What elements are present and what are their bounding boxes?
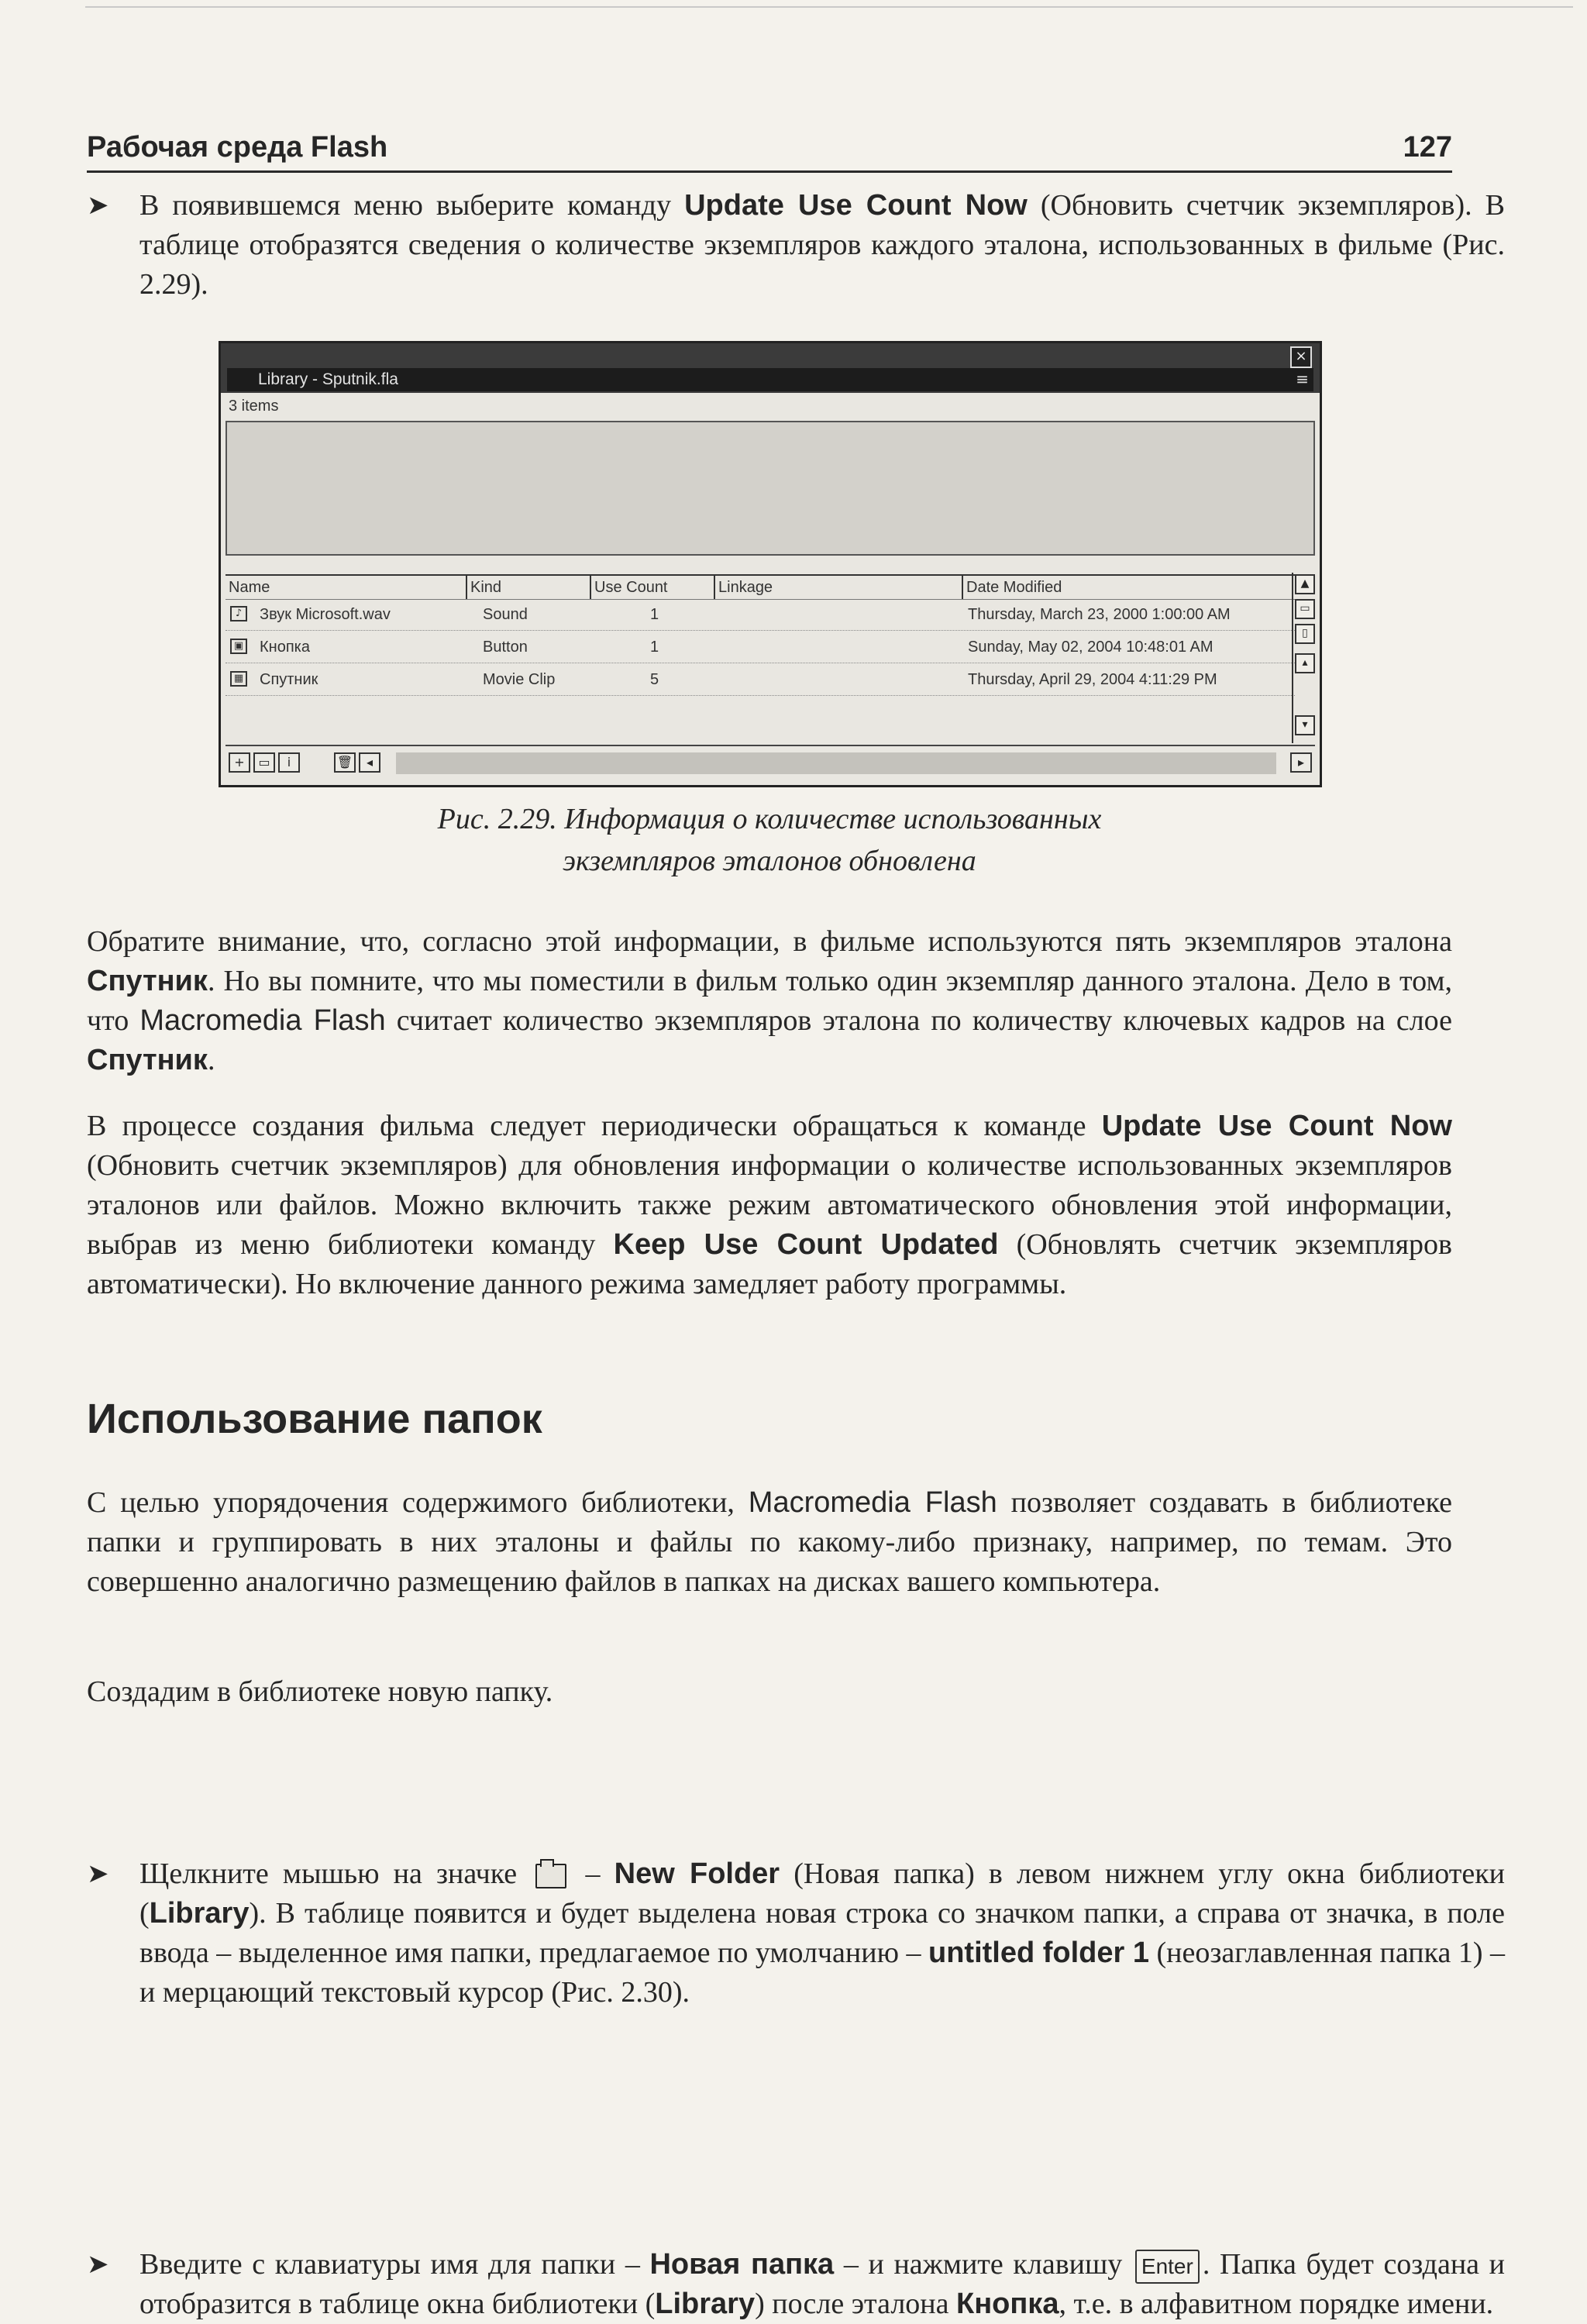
page-number: 127 xyxy=(1403,131,1452,164)
row-use-count: 5 xyxy=(650,671,659,688)
row-name: Кнопка xyxy=(260,639,310,656)
panel-tab-label: Library - Sputnik.fla xyxy=(258,370,398,388)
row-use-count: 1 xyxy=(650,639,659,656)
intro-bullet: ➤ В появившемся меню выберите команду Update Use Count Now (Обновить счетчик экземпляров). В таблице отобразятся сведения о количестве экземпляров каждого эталона, использованных в фильме (Рис. 2.29). xyxy=(87,186,1505,305)
horizontal-scrollbar[interactable] xyxy=(396,752,1276,774)
preview-area xyxy=(225,421,1315,556)
row-name: Спутник xyxy=(260,671,318,688)
caption-line-2: экземпляров эталонов обновлена xyxy=(563,845,976,877)
page-header xyxy=(87,124,1452,173)
narrow-view-icon[interactable]: ▭ xyxy=(1295,599,1315,619)
paragraph-4: Создадим в библиотеке новую папку. xyxy=(87,1675,553,1708)
col-date-modified[interactable]: Date Modified xyxy=(962,576,1279,599)
row-name: Звук Microsoft.wav xyxy=(260,606,391,623)
row-kind: Movie Clip xyxy=(483,671,556,688)
bullet-arrow-icon: ➤ xyxy=(87,1858,109,1889)
new-symbol-icon[interactable]: + xyxy=(229,752,250,773)
paragraph-2: В процессе создания фильма следует периодически обращаться к команде Update Use Count Now (Обновить счетчик экземпляров) для обновления информации о количестве использованных экземпляров эталонов или файлов. Можно включить также режим автоматического обновления этой информации, выбрав из меню библиотеки команду Keep Use Count Updated (Обновлять счетчик экземпляров автоматически). Но включение данного режима замедляет работу программы. xyxy=(87,1110,1453,1300)
movie-clip-icon: ▦ xyxy=(230,671,247,687)
caption-line-1: Рис. 2.29. Информация о количестве использованных xyxy=(437,803,1102,835)
table-header xyxy=(225,574,1295,600)
col-use-count[interactable]: Use Count xyxy=(590,576,714,599)
col-linkage[interactable]: Linkage xyxy=(714,576,962,599)
new-folder-icon xyxy=(535,1864,566,1888)
library-panel xyxy=(219,341,1322,787)
row-date: Sunday, May 02, 2004 10:48:01 AM xyxy=(968,639,1213,656)
table-row[interactable] xyxy=(225,664,1295,696)
wide-view-icon[interactable]: ▯ xyxy=(1295,624,1315,644)
bullet-arrow-icon: ➤ xyxy=(87,190,109,221)
close-icon[interactable]: × xyxy=(1290,346,1312,368)
section-heading: Использование папок xyxy=(87,1396,542,1442)
col-kind[interactable]: Kind xyxy=(466,576,590,599)
sound-icon: ♪ xyxy=(230,606,247,621)
bullet-enter-name: ➤ Введите с клавиатуры имя для папки – Новая папка – и нажмите клавишу Enter . Папка будет создана и отобразится в таблице окна библиотеки (Library) после эталона Кнопка, т.е. в алфавитном порядке имени. xyxy=(87,2245,1505,2324)
col-name[interactable]: Name xyxy=(229,579,270,596)
button-icon: ▣ xyxy=(230,639,247,654)
items-count: 3 items xyxy=(229,398,279,415)
sort-order-icon[interactable]: ▲ xyxy=(1295,574,1315,594)
table-row[interactable] xyxy=(225,599,1295,631)
row-date: Thursday, April 29, 2004 4:11:29 PM xyxy=(968,671,1217,688)
paragraph-3: С целью упорядочения содержимого библиотеки, Macromedia Flash позволяет создавать в библиотеке папки и группировать в них эталоны и файлы по какому-либо признаку, например, по темам. Это совершенно аналогично размещению файлов в папках на дисках вашего компьютера. xyxy=(87,1486,1452,1598)
row-kind: Button xyxy=(483,639,528,656)
new-folder-icon[interactable]: ▭ xyxy=(253,752,275,773)
panel-bottom-toolbar xyxy=(225,745,1315,780)
row-use-count: 1 xyxy=(650,606,659,623)
running-title: Рабочая среда Flash xyxy=(87,131,388,164)
top-rule xyxy=(85,6,1573,8)
scroll-left-icon[interactable]: ◂ xyxy=(359,752,380,773)
delete-icon[interactable]: 🗑 xyxy=(334,752,356,773)
table-row[interactable] xyxy=(225,632,1295,663)
row-date: Thursday, March 23, 2000 1:00:00 AM xyxy=(968,606,1231,623)
scroll-up-icon[interactable]: ▴ xyxy=(1295,653,1315,673)
paragraph-1: Обратите внимание, что, согласно этой информации, в фильме используются пять экземпляров эталона Спутник. Но вы помните, что мы поместили в фильм только один экземпляр данного эталона. Дело в том, что Macromedia Flash считает количество экземпляров эталона по количеству ключевых кадров на слое Спутник. xyxy=(87,925,1452,1076)
options-menu-icon[interactable]: ≡ xyxy=(1296,370,1309,388)
bullet-new-folder: ➤ Щелкните мышью на значке – New Folder (Новая папка) в левом нижнем углу окна библиотеки (Library). В таблице появится и будет выделена новая строка со значком папки, а справа от значка, в поле ввода – выделенное имя папки, предлагаемое по умолчанию – untitled folder 1 (неозаглавленная папка 1) – и мерцающий текстовый курсор (Рис. 2.30). xyxy=(87,1854,1505,2012)
properties-icon[interactable]: i xyxy=(278,752,300,773)
scroll-right-icon[interactable]: ▸ xyxy=(1290,752,1312,773)
figure-caption xyxy=(87,798,1452,882)
scroll-down-icon[interactable]: ▾ xyxy=(1295,715,1315,735)
vertical-scrollbar[interactable] xyxy=(1292,573,1315,743)
panel-titlebar xyxy=(221,343,1320,393)
bullet-arrow-icon: ➤ xyxy=(87,2249,109,2280)
enter-key-icon: Enter xyxy=(1135,2250,1200,2284)
row-kind: Sound xyxy=(483,606,528,623)
panel-tab[interactable] xyxy=(227,368,1313,391)
